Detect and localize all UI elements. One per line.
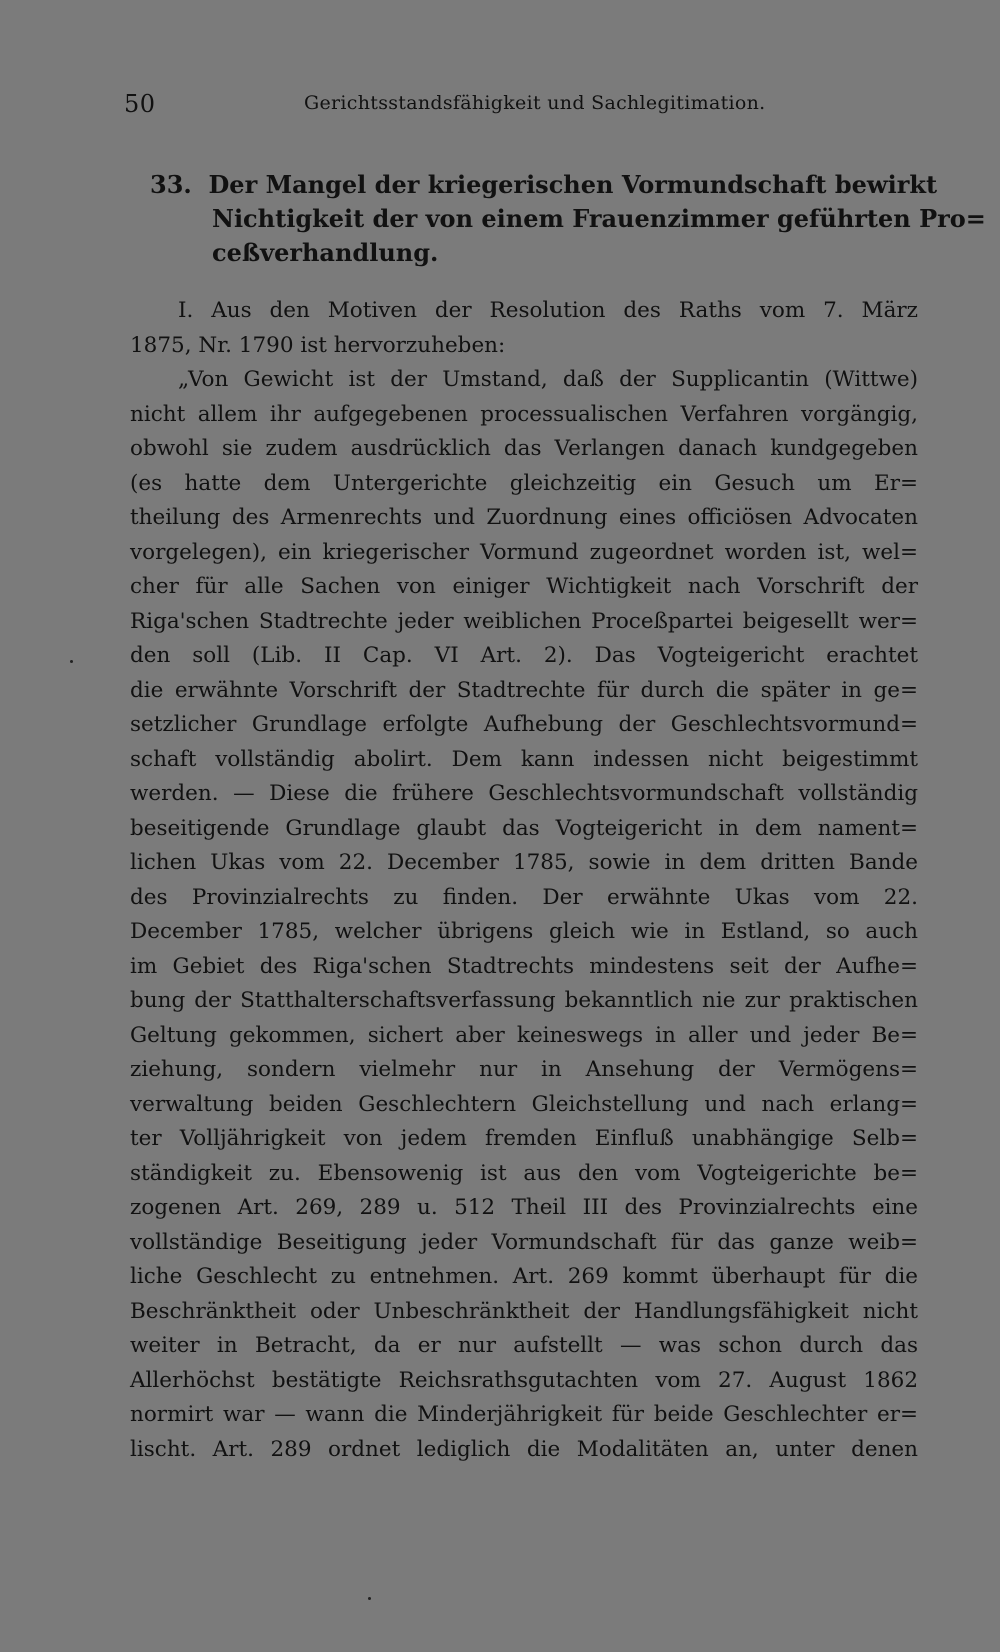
text-line: theilung des Armenrechts und Zuordnung eines officiösen Advocaten <box>130 505 918 530</box>
text-line: ständigkeit zu. Ebensowenig ist aus den vom Vogteigerichte be= <box>130 1160 918 1186</box>
text-line: liche Geschlecht zu entnehmen. Art. 269 kommt überhaupt für die <box>130 1264 918 1289</box>
section-heading <box>150 168 986 270</box>
page-header <box>124 90 914 122</box>
text-line: ziehung, sondern vielmehr nur in Ansehung der Vermögens= <box>130 1057 918 1082</box>
margin-speck <box>70 660 73 663</box>
text-line: verwaltung beiden Geschlechtern Gleichstellung und nach erlang= <box>130 1091 918 1117</box>
text-line: (es hatte dem Untergerichte gleichzeitig ein Gesuch um Er= <box>130 470 918 496</box>
section-number: 33. <box>150 170 192 199</box>
section-title-line: Nichtigkeit der von einem Frauenzimmer geführten Pro= <box>212 204 986 233</box>
text-line: die erwähnte Vorschrift der Stadtrechte für durch die später in ge= <box>130 677 918 703</box>
text-line: Geltung gekommen, sichert aber keineswegs in aller und jeder Be= <box>130 1022 918 1048</box>
text-line: obwohl sie zudem ausdrücklich das Verlangen danach kundgegeben <box>130 436 918 461</box>
text-line: den soll (Lib. II Cap. VI Art. 2). Das Vogteigericht erachtet <box>130 643 918 668</box>
margin-speck <box>368 1597 371 1600</box>
text-line: December 1785, welcher übrigens gleich wie in Estland, so auch <box>130 919 918 944</box>
text-line: 1875, Nr. 1790 ist hervorzuheben: <box>130 332 506 358</box>
text-line: vorgelegen), ein kriegerischer Vormund zugeordnet worden ist, wel= <box>130 539 918 565</box>
page-number: 50 <box>124 90 156 118</box>
text-line: bung der Statthalterschaftsverfassung bekanntlich nie zur praktischen <box>130 988 918 1013</box>
text-line: vollständige Beseitigung jeder Vormundschaft für das ganze weib= <box>130 1229 918 1255</box>
text-line: beseitigende Grundlage glaubt das Vogteigericht in dem nament= <box>130 815 918 841</box>
section-title-text: Der Mangel der kriegerischen Vormundschaft bewirkt <box>208 170 938 199</box>
quote-paragraph <box>130 363 918 1467</box>
text-line: I. Aus den Motiven der Resolution des Raths vom 7. März <box>178 298 918 323</box>
section-title-line <box>150 168 938 202</box>
text-line: Allerhöchst bestätigte Reichsrathsgutachten vom 27. August 1862 <box>130 1367 918 1393</box>
text-line: lichen Ukas vom 22. December 1785, sowie in dem dritten Bande <box>130 850 918 875</box>
text-line: zogenen Art. 269, 289 u. 512 Theil III des Provinzialrechts eine <box>130 1195 918 1220</box>
text-line: normirt war — wann die Minderjährigkeit für beide Geschlechter er= <box>130 1402 918 1427</box>
text-line: nicht allem ihr aufgegebenen processualischen Verfahren vorgängig, <box>130 401 918 427</box>
text-line: ter Volljährigkeit von jedem fremden Einfluß unabhängige Selb= <box>130 1126 918 1151</box>
running-title: Gerichtsstandsfähigkeit und Sachlegitimation. <box>304 92 766 114</box>
text-line: des Provinzialrechts zu finden. Der erwähnte Ukas vom 22. <box>130 884 918 910</box>
section-title-line: ceßverhandlung. <box>212 238 439 267</box>
text-line: weiter in Betracht, da er nur aufstellt — was schon durch das <box>130 1333 918 1358</box>
text-line: im Gebiet des Riga'schen Stadtrechts mindestens seit der Aufhe= <box>130 953 918 979</box>
text-line: „Von Gewicht ist der Umstand, daß der Supplicantin (Wittwe) <box>178 367 918 392</box>
text-line: Beschränktheit oder Unbeschränktheit der Handlungsfähigkeit nicht <box>130 1298 918 1324</box>
intro-paragraph <box>130 294 918 363</box>
body-text <box>130 294 918 1467</box>
text-line: lischt. Art. 289 ordnet lediglich die Modalitäten an, unter denen <box>130 1436 918 1462</box>
text-line: Riga'schen Stadtrechte jeder weiblichen Proceßpartei beigesellt wer= <box>130 608 918 634</box>
text-line: werden. — Diese die frühere Geschlechtsvormundschaft vollständig <box>130 781 918 806</box>
text-line: setzlicher Grundlage erfolgte Aufhebung der Geschlechtsvormund= <box>130 712 918 737</box>
text-line: cher für alle Sachen von einiger Wichtigkeit nach Vorschrift der <box>130 574 918 599</box>
text-line: schaft vollständig abolirt. Dem kann indessen nicht beigestimmt <box>130 746 918 772</box>
